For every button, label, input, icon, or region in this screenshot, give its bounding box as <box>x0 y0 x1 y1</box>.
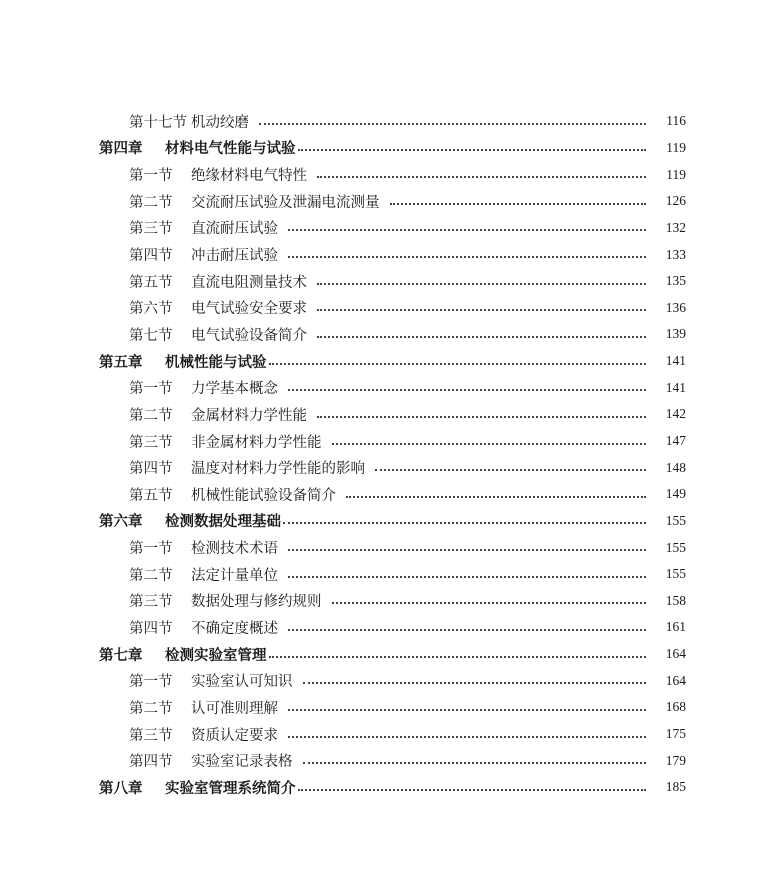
entry-page: 155 <box>665 512 686 528</box>
entry-page: 155 <box>665 539 686 555</box>
entry-page: 135 <box>665 273 686 289</box>
dot-leader <box>259 122 646 125</box>
entry-title: 法定计量单位 <box>191 567 278 584</box>
entry-page: 168 <box>665 699 686 715</box>
dot-leader <box>332 442 647 445</box>
entry-number: 第十七节 <box>129 114 187 131</box>
dot-leader <box>303 681 647 684</box>
dot-leader <box>288 255 646 258</box>
entry-number: 第二节 <box>129 567 173 584</box>
entry-title: 不确定度概述 <box>191 620 278 637</box>
entry-number: 第六节 <box>129 301 173 318</box>
toc-entry[interactable] <box>0 667 766 694</box>
toc-entry[interactable] <box>0 534 766 561</box>
entry-title: 认可准则理解 <box>191 700 278 717</box>
entry-number: 第五节 <box>129 274 173 291</box>
dot-leader <box>288 575 646 578</box>
entry-number: 第一节 <box>129 381 173 398</box>
entry-title: 交流耐压试验及泄漏电流测量 <box>191 194 380 211</box>
dot-leader <box>375 468 646 471</box>
entry-page: 179 <box>665 752 686 768</box>
dot-leader <box>317 308 646 311</box>
entry-page: 164 <box>665 646 686 662</box>
entry-page: 161 <box>665 619 686 635</box>
entry-page: 119 <box>666 166 686 182</box>
entry-number: 第一节 <box>129 541 173 558</box>
entry-page: 155 <box>665 566 686 582</box>
entry-title: 实验室认可知识 <box>191 674 293 691</box>
dot-leader <box>288 228 646 231</box>
toc-entry[interactable] <box>0 294 766 321</box>
entry-title: 机械性能与试验 <box>165 354 267 371</box>
entry-number: 第七节 <box>129 327 173 344</box>
entry-page: 116 <box>666 113 686 129</box>
entry-number: 第三节 <box>129 434 173 451</box>
entry-page: 148 <box>665 459 686 475</box>
dot-leader <box>288 548 646 551</box>
entry-title: 金属材料力学性能 <box>191 407 307 424</box>
dot-leader <box>332 601 647 604</box>
entry-title: 非金属材料力学性能 <box>191 434 322 451</box>
entry-number: 第八章 <box>99 780 143 797</box>
entry-number: 第六章 <box>99 514 143 531</box>
toc-entry[interactable] <box>0 508 766 535</box>
entry-number: 第三节 <box>129 727 173 744</box>
toc-entry[interactable] <box>0 774 766 801</box>
toc-entry[interactable] <box>0 348 766 375</box>
entry-page: 133 <box>665 246 686 262</box>
toc-entry[interactable] <box>0 188 766 215</box>
table-of-contents <box>0 108 766 801</box>
toc-entry[interactable] <box>0 481 766 508</box>
entry-title: 直流耐压试验 <box>191 221 278 238</box>
dot-leader <box>283 521 646 524</box>
dot-leader <box>390 202 647 205</box>
entry-title: 力学基本概念 <box>191 381 278 398</box>
entry-page: 149 <box>665 486 686 502</box>
toc-entry[interactable] <box>0 614 766 641</box>
entry-page: 136 <box>665 299 686 315</box>
entry-title: 检测数据处理基础 <box>165 514 281 531</box>
dot-leader <box>317 282 646 285</box>
entry-title: 检测实验室管理 <box>165 647 267 664</box>
entry-title: 温度对材料力学性能的影响 <box>191 461 365 478</box>
entry-page: 119 <box>666 139 686 155</box>
entry-number: 第一节 <box>129 674 173 691</box>
entry-title: 资质认定要求 <box>191 727 278 744</box>
toc-entry[interactable] <box>0 135 766 162</box>
toc-entry[interactable] <box>0 454 766 481</box>
toc-entry[interactable] <box>0 428 766 455</box>
entry-number: 第二节 <box>129 407 173 424</box>
entry-title: 实验室记录表格 <box>191 754 293 771</box>
dot-leader <box>346 495 646 498</box>
dot-leader <box>317 335 646 338</box>
entry-title: 数据处理与修约规则 <box>191 594 322 611</box>
entry-title: 机械性能试验设备简介 <box>191 487 336 504</box>
toc-entry[interactable] <box>0 268 766 295</box>
dot-leader <box>269 362 647 365</box>
entry-title: 直流电阻测量技术 <box>191 274 307 291</box>
entry-page: 139 <box>665 326 686 342</box>
toc-entry[interactable] <box>0 588 766 615</box>
entry-page: 147 <box>665 433 686 448</box>
entry-title: 电气试验安全要求 <box>191 301 307 318</box>
entry-title: 检测技术术语 <box>191 541 278 558</box>
entry-number: 第五章 <box>99 354 143 371</box>
entry-page: 126 <box>665 193 686 209</box>
dot-leader <box>269 655 647 658</box>
toc-entry[interactable] <box>0 215 766 242</box>
entry-page: 164 <box>665 672 686 688</box>
entry-title: 绝缘材料电气特性 <box>191 168 307 185</box>
dot-leader <box>288 735 646 738</box>
toc-entry[interactable] <box>0 161 766 188</box>
toc-entry[interactable] <box>0 321 766 348</box>
dot-leader <box>288 708 646 711</box>
dot-leader <box>298 788 647 791</box>
entry-number: 第四节 <box>129 248 173 265</box>
dot-leader <box>317 175 646 178</box>
dot-leader <box>288 628 646 631</box>
entry-page: 185 <box>665 779 686 795</box>
toc-entry[interactable] <box>0 241 766 268</box>
entry-number: 第五节 <box>129 487 173 504</box>
entry-title: 实验室管理系统简介 <box>165 780 296 797</box>
entry-title: 机动绞磨 <box>191 114 249 131</box>
dot-leader <box>288 388 646 391</box>
entry-page: 142 <box>665 406 686 422</box>
entry-title: 电气试验设备简介 <box>191 327 307 344</box>
toc-entry[interactable] <box>0 561 766 588</box>
entry-page: 158 <box>665 592 686 608</box>
entry-number: 第一节 <box>129 168 173 185</box>
entry-number: 第四节 <box>129 461 173 478</box>
toc-entry[interactable] <box>0 747 766 774</box>
entry-number: 第四节 <box>129 754 173 771</box>
dot-leader <box>303 761 647 764</box>
entry-number: 第三节 <box>129 594 173 611</box>
entry-title: 冲击耐压试验 <box>191 248 278 265</box>
entry-page: 175 <box>665 726 686 742</box>
entry-page: 141 <box>665 353 686 369</box>
entry-number: 第四章 <box>99 141 143 158</box>
dot-leader <box>317 415 646 418</box>
toc-entry[interactable] <box>0 694 766 721</box>
entry-number: 第七章 <box>99 647 143 664</box>
dot-leader <box>298 148 647 151</box>
toc-entry[interactable] <box>0 641 766 668</box>
toc-entry[interactable] <box>0 374 766 401</box>
entry-number: 第二节 <box>129 700 173 717</box>
entry-page: 141 <box>665 379 686 395</box>
entry-number: 第三节 <box>129 221 173 238</box>
entry-number: 第二节 <box>129 194 173 211</box>
entry-page: 132 <box>665 219 686 235</box>
entry-title: 材料电气性能与试验 <box>165 141 296 158</box>
entry-number: 第四节 <box>129 620 173 637</box>
toc-entry[interactable] <box>0 108 766 135</box>
toc-entry[interactable] <box>0 721 766 748</box>
toc-entry[interactable] <box>0 401 766 428</box>
